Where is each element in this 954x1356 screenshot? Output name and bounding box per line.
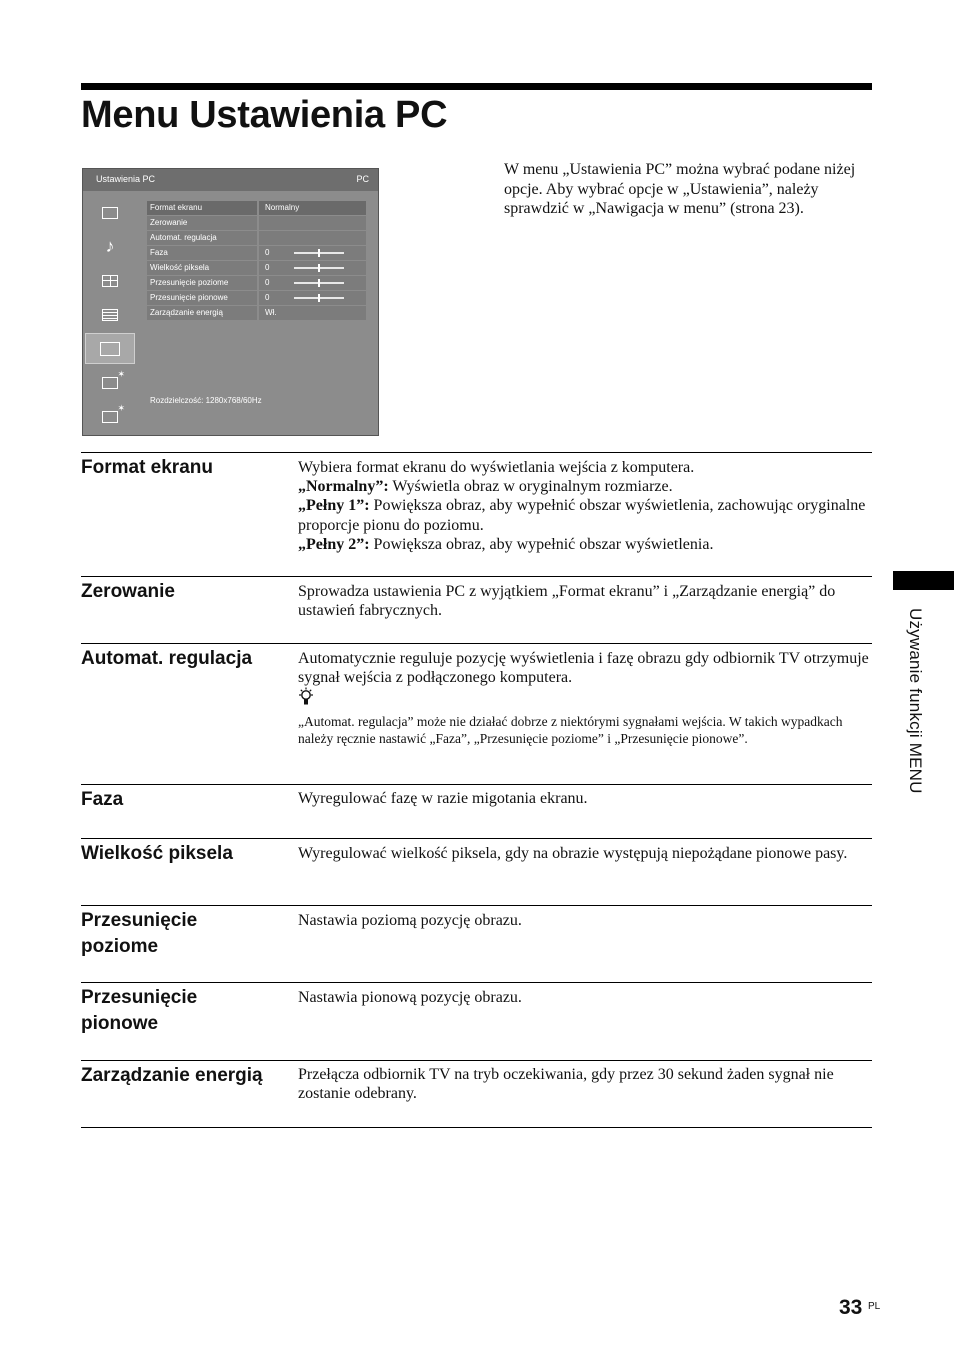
menu-slider	[294, 297, 344, 299]
item-description-text: Przełącza odbiornik TV na tryb oczekiwania, gdy przez 30 sekund żaden sygnał nie zostanie odebrany.	[298, 1066, 834, 1103]
table-rule	[81, 1127, 872, 1128]
option-name: „Normalny”:	[298, 478, 389, 496]
sound-icon: ♪	[105, 236, 115, 256]
option-pelny-1	[298, 496, 872, 534]
menu-row-value: 0	[265, 263, 270, 272]
menu-row	[147, 261, 366, 275]
menu-rows	[147, 201, 366, 321]
item-description	[298, 1065, 872, 1103]
screen-icon	[85, 265, 135, 296]
item-description-text: Wybiera format ekranu do wyświetlania wejścia z komputera.	[298, 459, 695, 476]
item-term: Faza	[81, 789, 124, 810]
menu-row-value	[259, 231, 366, 245]
menu-row-label: Zarządzanie energią	[147, 306, 257, 320]
item-term: Zarządzanie energią	[81, 1065, 263, 1086]
item-description-text: Wyregulować fazę w razie migotania ekranu.	[298, 790, 588, 807]
item-description	[298, 458, 872, 554]
menu-row	[147, 306, 366, 320]
item-term: Wielkość piksela	[81, 843, 233, 864]
picture-icon	[85, 197, 135, 228]
item-term: Automat. regulacja	[81, 648, 253, 669]
menu-slider	[294, 282, 344, 284]
item-term: Zerowanie	[81, 581, 175, 602]
setup-icon	[85, 299, 135, 330]
item-description	[298, 844, 872, 863]
option-text: Powiększa obraz, aby wypełnić obszar wyświetlenia, zachowując oryginalne proporcje pionu do poziomu.	[298, 497, 866, 534]
menu-row-label: Zerowanie	[147, 216, 257, 230]
menu-row-label: Przesunięcie pionowe	[147, 291, 257, 305]
menu-row	[147, 216, 366, 230]
table-rule	[81, 1060, 872, 1061]
item-description	[298, 582, 872, 620]
menu-slider	[294, 252, 344, 254]
tv-menu-screenshot	[82, 168, 379, 436]
page-number: 33	[839, 1296, 863, 1319]
menu-row-value: Normalny	[259, 201, 366, 215]
item-term: Przesunięcie pionowe	[81, 987, 198, 1034]
item-description	[298, 649, 872, 748]
option-pelny-2	[298, 535, 872, 554]
input-a-icon: ✶	[85, 367, 135, 398]
menu-row-value	[259, 216, 366, 230]
item-term: Przesunięcie poziome	[81, 910, 198, 957]
menu-title: Ustawienia PC	[96, 174, 156, 184]
item-description	[298, 988, 872, 1007]
table-rule	[81, 838, 872, 839]
page-language: PL	[868, 1301, 881, 1312]
resolution-text: Rozdzielczość: 1280x768/60Hz	[150, 396, 262, 405]
input-b-icon: ✶	[85, 401, 135, 432]
menu-row	[147, 201, 366, 215]
menu-icon-column	[85, 197, 139, 435]
item-description-text: Wyregulować wielkość piksela, gdy na obrazie występują niepożądane pionowe pasy.	[298, 845, 848, 862]
item-term: Format ekranu	[81, 457, 213, 478]
section-tab-marker	[893, 571, 954, 590]
menu-row-label: Automat. regulacja	[147, 231, 257, 245]
menu-row-label: Faza	[147, 246, 257, 260]
tip-text: „Automat. regulacja” może nie działać dobrze z niektórymi sygnałami wejścia. W takich wypadkach należy ręcznie nastawić „Faza”, „Przesunięcie poziome” i „Przesunięcie pionowe”.	[298, 713, 843, 747]
table-rule	[81, 905, 872, 906]
item-description	[298, 789, 872, 808]
item-description-text: Automatycznie reguluje pozycję wyświetlenia i fazę obrazu gdy odbiornik TV otrzymuje sygnał wejścia z podłączonego komputera.	[298, 650, 869, 687]
menu-row-value: Wł.	[259, 306, 366, 320]
table-rule	[81, 452, 872, 453]
item-description	[298, 911, 872, 930]
section-side-label: Używanie funkcji MENU	[906, 608, 925, 794]
menu-header	[83, 169, 378, 191]
menu-slider	[294, 267, 344, 269]
option-text: Wyświetla obraz w oryginalnym rozmiarze.	[388, 478, 673, 496]
menu-row	[147, 246, 366, 260]
item-description-text: Sprowadza ustawienia PC z wyjątkiem „Format ekranu” i „Zarządzanie energią” do ustawień fabrycznych.	[298, 583, 836, 620]
menu-row-value: 0	[265, 293, 270, 302]
option-text: Powiększa obraz, aby wypełnić obszar wyświetlenia.	[369, 535, 714, 553]
tip-icon	[298, 687, 314, 707]
menu-row	[147, 276, 366, 290]
item-description-text: Nastawia poziomą pozycję obrazu.	[298, 912, 522, 929]
menu-row-value: 0	[265, 248, 270, 257]
menu-row-label: Format ekranu	[147, 201, 257, 215]
table-rule	[81, 784, 872, 785]
option-name: „Pełny 1”:	[298, 497, 370, 515]
item-description-text: Nastawia pionową pozycję obrazu.	[298, 989, 522, 1006]
option-name: „Pełny 2”:	[298, 535, 370, 553]
page-title: Menu Ustawienia PC	[81, 94, 448, 136]
menu-row-label: Przesunięcie poziome	[147, 276, 257, 290]
title-rule	[81, 83, 872, 90]
intro-paragraph: W menu „Ustawienia PC” można wybrać podane niżej opcje. Aby wybrać opcje w „Ustawienia”, należy sprawdzić w „Nawigacja w menu” (strona 23).	[504, 161, 856, 217]
menu-mode: PC	[356, 174, 369, 184]
option-normalny	[298, 477, 872, 496]
menu-row	[147, 291, 366, 305]
menu-row-value: 0	[265, 278, 270, 287]
table-rule	[81, 643, 872, 644]
pc-icon	[85, 333, 135, 364]
menu-row-label: Wielkość piksela	[147, 261, 257, 275]
menu-row	[147, 231, 366, 245]
table-rule	[81, 576, 872, 577]
table-rule	[81, 982, 872, 983]
